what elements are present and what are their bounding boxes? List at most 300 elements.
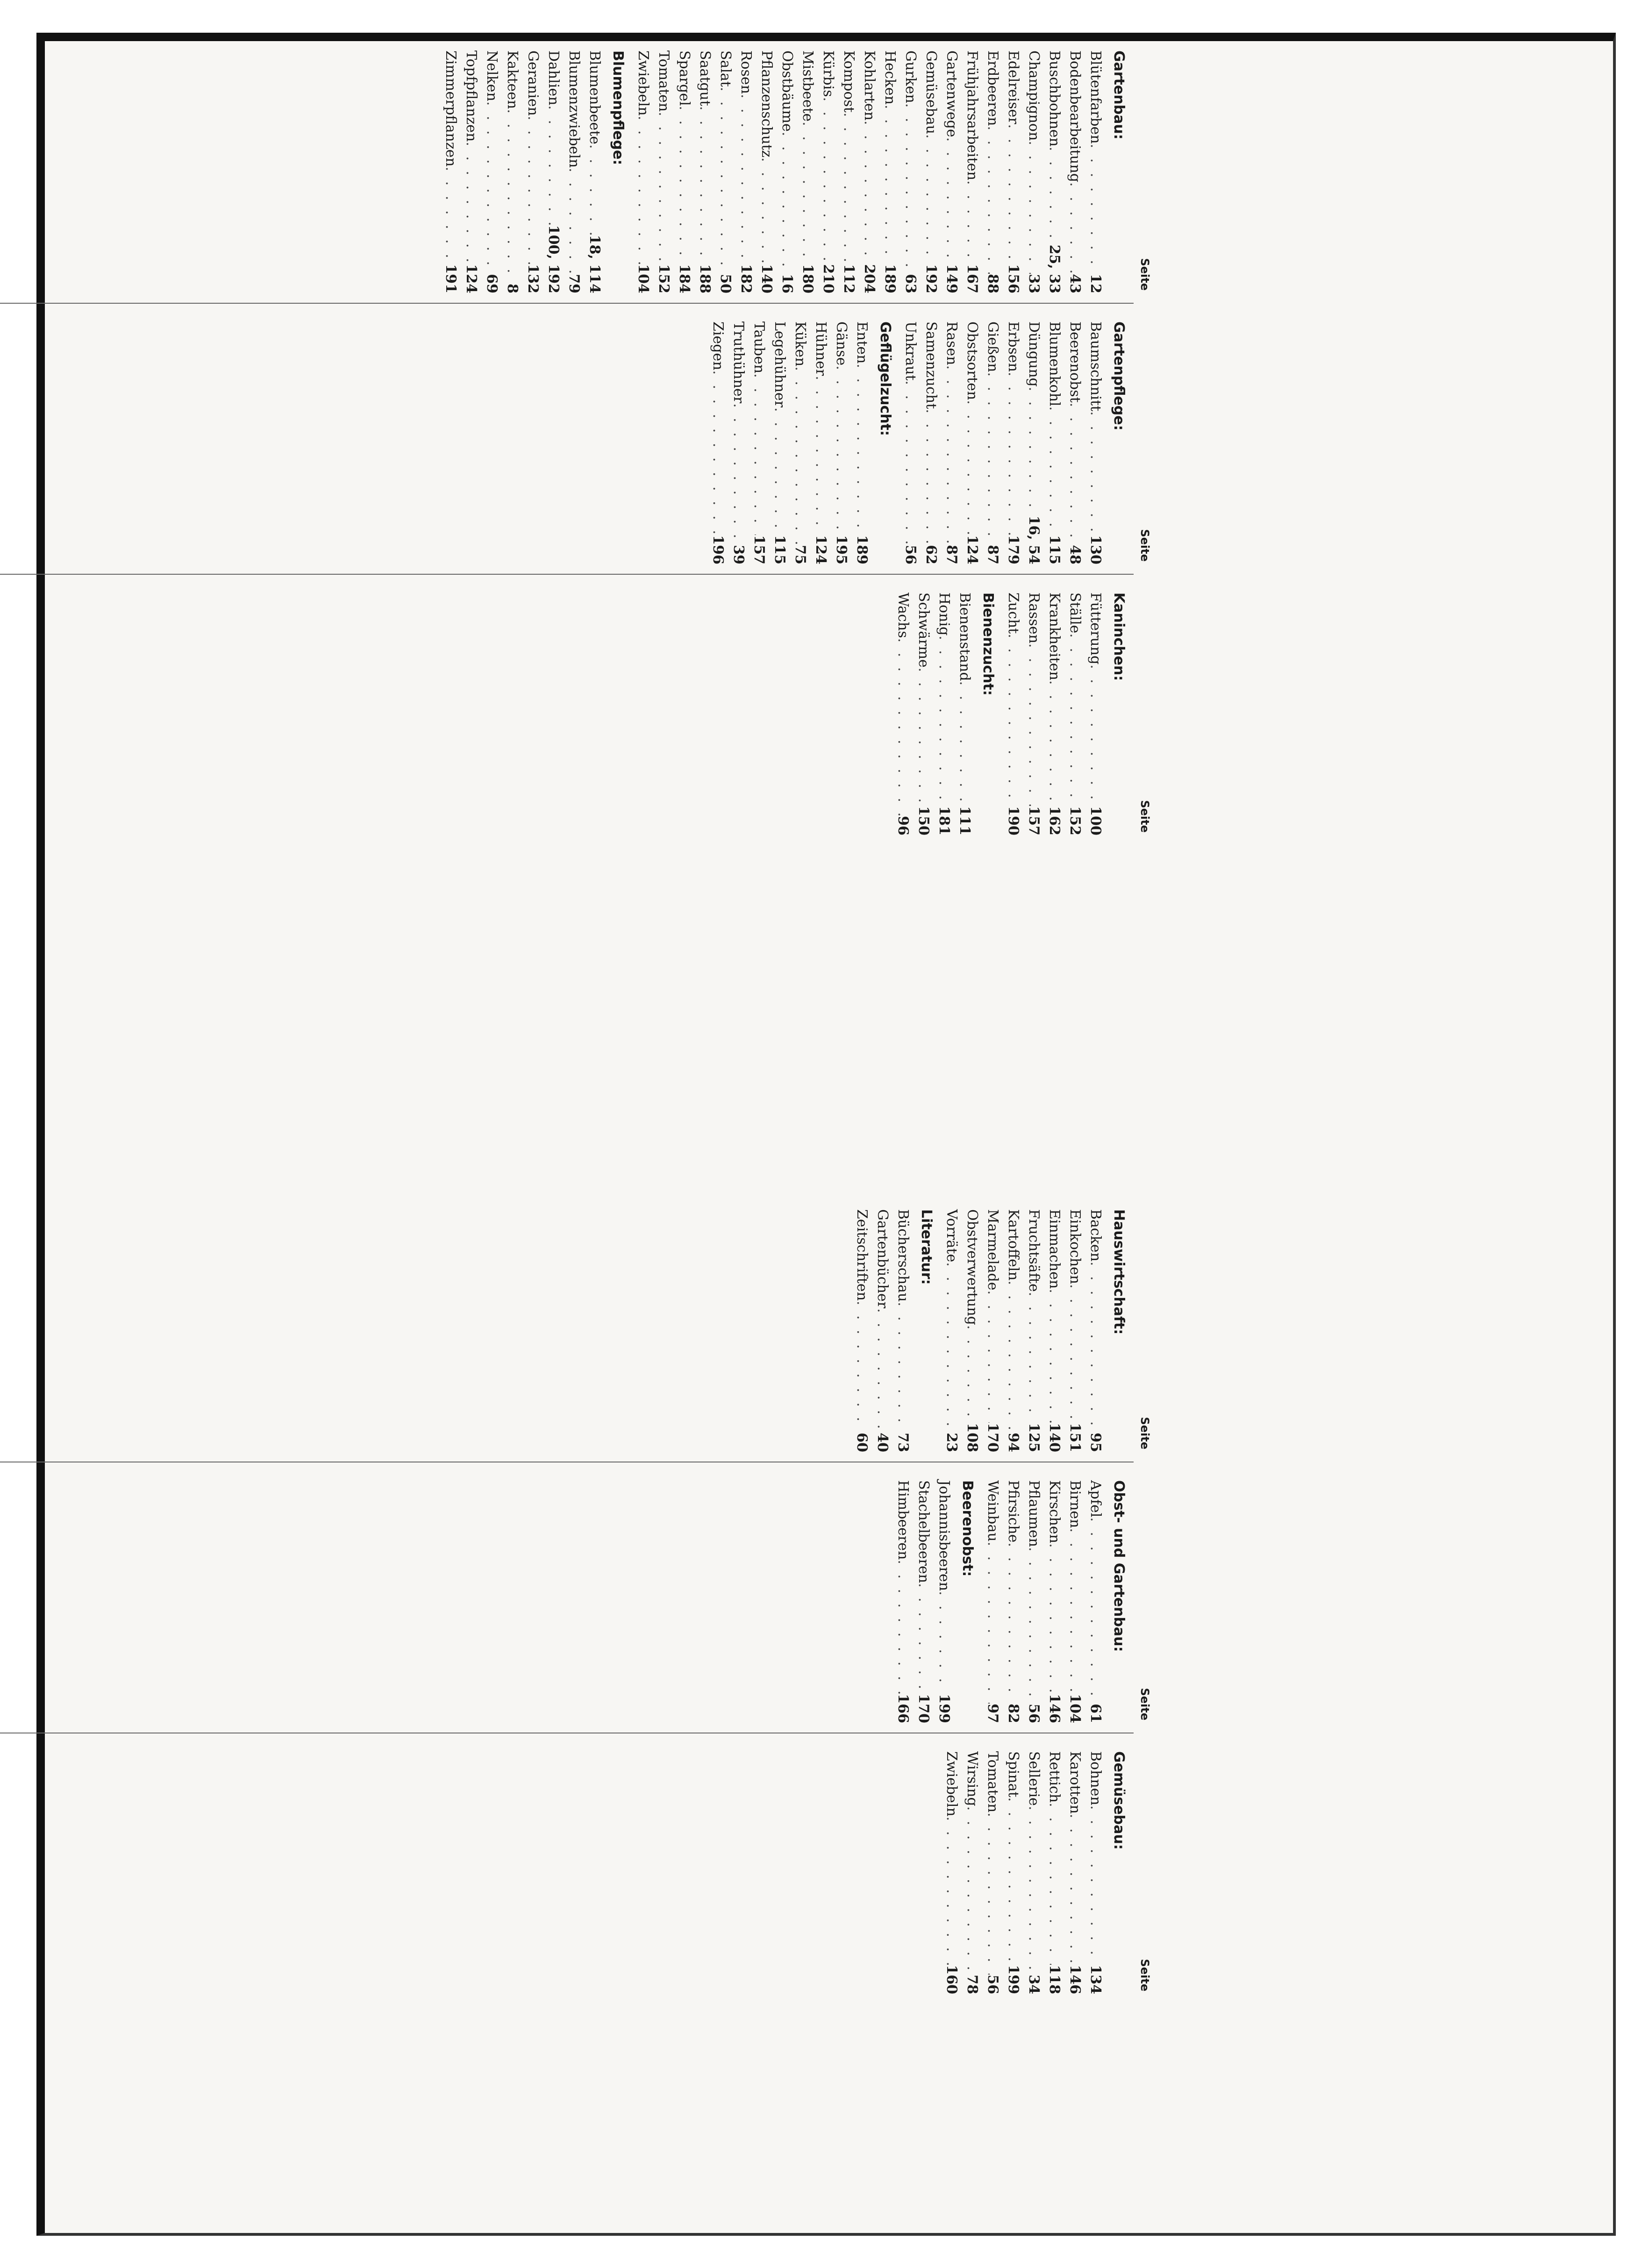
entry-term: Kirschen <box>1046 1480 1063 1543</box>
entry-page: 69 <box>484 274 500 293</box>
entry-term: Legehühner <box>771 321 788 408</box>
entry-term: Wirsing <box>964 1751 980 1806</box>
entry-page: 124 <box>463 264 479 293</box>
dot-leader <box>1044 1289 1064 1423</box>
dot-leader <box>1003 372 1023 535</box>
entry-page: 108 <box>964 1423 980 1452</box>
entry-page: 12 <box>1087 274 1104 293</box>
entry-term: Nelken <box>484 50 500 101</box>
dot-leader <box>1044 680 1064 806</box>
entry-page: 104 <box>1067 1694 1083 1723</box>
entry-page: 94 <box>1005 1433 1021 1452</box>
column-sections <box>851 1209 1129 1452</box>
index-entry <box>941 50 962 293</box>
entry-term: Himbeeren <box>895 1480 911 1560</box>
entry-page: 25, 33 <box>1046 244 1063 293</box>
index-entry <box>1044 1209 1064 1452</box>
entry-term: Tomaten <box>656 50 672 112</box>
dot-leader <box>1023 1806 1044 1975</box>
section-heading: Beerenobst: <box>959 1480 976 1577</box>
entry-term: Düngung <box>1026 321 1042 387</box>
entry-page: 204 <box>861 264 878 293</box>
entry-term: Blütenfarben <box>1087 50 1104 144</box>
dot-leader <box>1023 1292 1044 1423</box>
index-column <box>0 321 1151 564</box>
entry-term: Einkochen <box>1067 1209 1083 1284</box>
dot-leader <box>962 180 982 264</box>
dot-leader <box>941 1262 962 1433</box>
index-column <box>0 50 1151 293</box>
entry-term: Stachelbeeren <box>915 1480 932 1583</box>
entry-term: Ziegen <box>710 321 726 371</box>
entry-term: Blumenbeete <box>586 50 603 145</box>
index-entry <box>1023 592 1044 835</box>
entry-page: 170 <box>915 1694 932 1723</box>
entry-page: 16, 54 <box>1026 515 1042 564</box>
dot-leader <box>1003 634 1023 806</box>
dot-leader <box>653 112 674 264</box>
entry-term: Johannisbeeren <box>936 1480 952 1591</box>
entry-term: Zwiebeln <box>943 1751 960 1817</box>
index-column <box>0 1209 1151 1452</box>
entry-term: Bücherschau <box>895 1209 911 1302</box>
dot-leader <box>1064 1814 1085 1965</box>
dot-leader <box>892 1560 913 1694</box>
entry-page: 100, 192 <box>545 225 562 293</box>
entry-term: Sellerie <box>1026 1751 1042 1806</box>
index-entry <box>1044 1480 1064 1723</box>
entry-page: 180 <box>800 264 816 293</box>
entry-page: 199 <box>1005 1965 1021 1994</box>
index-entry <box>502 50 522 293</box>
entry-term: Gemüsebau <box>923 50 939 135</box>
entry-page: 97 <box>985 1704 1001 1723</box>
index-entry <box>921 50 941 293</box>
index-entry <box>674 50 694 293</box>
entry-page: 96 <box>895 816 911 835</box>
dot-leader <box>1003 1797 1023 1965</box>
index-entry <box>1085 1209 1106 1452</box>
entry-page: 179 <box>1005 535 1021 564</box>
entry-term: Spargel <box>676 50 692 106</box>
entry-page: 188 <box>697 264 713 293</box>
index-entry <box>982 1480 1003 1723</box>
entry-term: Samenzucht <box>923 321 939 409</box>
entry-page: 115 <box>771 535 788 564</box>
dot-leader <box>1023 1547 1044 1704</box>
entry-term: Kakteen <box>504 50 521 109</box>
column-divider <box>0 303 1134 304</box>
entry-page: 95 <box>1087 1433 1104 1452</box>
index-entry <box>1044 592 1064 835</box>
index-column <box>0 1480 1151 1723</box>
entry-term: Bodenbearbeitung <box>1067 50 1083 183</box>
entry-page: 48 <box>1067 545 1083 564</box>
dot-leader <box>859 121 879 264</box>
index-entry <box>694 50 715 293</box>
index-entry <box>1085 1751 1106 1994</box>
dot-leader <box>1085 1262 1106 1433</box>
index-entry <box>1023 50 1044 293</box>
entry-term: Obstbäume <box>779 50 795 132</box>
dot-leader <box>934 635 954 806</box>
entry-page: 196 <box>710 535 726 564</box>
dot-leader <box>522 116 543 264</box>
entry-page: 39 <box>730 545 747 564</box>
index-entry <box>851 321 872 564</box>
index-entry <box>1085 592 1106 835</box>
dot-leader <box>749 373 769 535</box>
dot-leader <box>1003 1542 1023 1704</box>
index-entry <box>1003 1209 1023 1452</box>
index-entry <box>962 321 982 564</box>
entry-page: 152 <box>656 264 672 293</box>
entry-page: 157 <box>1026 806 1042 835</box>
dot-leader <box>934 1591 954 1694</box>
section-heading: Gemüsebau: <box>1111 1751 1127 1850</box>
index-entry <box>1003 50 1023 293</box>
index-entry <box>954 592 975 835</box>
dot-leader <box>921 134 941 264</box>
dot-leader <box>543 106 564 225</box>
entry-page: 151 <box>1067 1423 1083 1452</box>
index-entry <box>1085 1480 1106 1723</box>
entry-page: 162 <box>1046 806 1063 835</box>
entry-term: Blumenkohl <box>1046 321 1063 407</box>
dot-leader <box>707 370 728 535</box>
dot-leader <box>584 144 605 235</box>
entry-page: 75 <box>792 545 808 564</box>
entry-page: 189 <box>882 264 898 293</box>
entry-term: Kohlarten <box>861 50 878 121</box>
entry-page: 130 <box>1087 535 1104 564</box>
index-entry <box>872 1209 892 1452</box>
index-entry <box>769 321 790 564</box>
index-entry <box>982 321 1003 564</box>
entry-page: 60 <box>854 1433 870 1452</box>
index-column <box>0 1751 1151 1994</box>
index-entry <box>962 1209 982 1452</box>
dot-leader <box>461 142 481 264</box>
index-page <box>36 33 1616 2236</box>
section-heading: Gartenbau: <box>1111 50 1127 140</box>
dot-leader <box>941 137 962 264</box>
index-entry <box>982 1751 1003 1994</box>
page-column-label: Seite <box>1138 1688 1151 1720</box>
entry-page: 192 <box>923 264 939 293</box>
entry-term: Gießen <box>985 321 1001 372</box>
dot-leader <box>1023 643 1044 806</box>
dot-leader <box>1085 1517 1106 1704</box>
dot-leader <box>982 372 1003 545</box>
entry-term: Apfel <box>1087 1480 1104 1518</box>
index-entry <box>859 50 879 293</box>
dot-leader <box>1003 1281 1023 1433</box>
entry-page: 34 <box>1026 1975 1042 1994</box>
entry-term: Gartenbücher <box>874 1209 891 1309</box>
index-entry <box>777 50 797 293</box>
dot-leader <box>982 1291 1003 1423</box>
entry-term: Fruchtsäfte <box>1026 1209 1042 1292</box>
index-entry <box>934 592 954 835</box>
dot-leader <box>502 109 522 284</box>
index-entry <box>749 321 769 564</box>
index-entry <box>715 50 735 293</box>
dot-leader <box>797 121 818 264</box>
entry-page: 56 <box>1026 1704 1042 1723</box>
entry-page: 61 <box>1087 1704 1104 1723</box>
index-entry <box>1023 1751 1044 1994</box>
entry-term: Enten <box>854 321 870 364</box>
index-entry <box>728 321 749 564</box>
entry-term: Honig <box>936 592 952 636</box>
index-entry <box>461 50 481 293</box>
index-entry <box>653 50 674 293</box>
column-sections <box>892 592 1129 835</box>
index-entry <box>543 50 564 293</box>
entry-page: 50 <box>717 274 734 293</box>
index-entry <box>1003 1480 1023 1723</box>
index-entry <box>1064 321 1085 564</box>
index-entry <box>1085 321 1106 564</box>
section-heading: Literatur: <box>918 1209 935 1285</box>
dot-leader <box>633 116 653 264</box>
section-heading: Obst- und Gartenbau: <box>1111 1480 1127 1652</box>
index-entry <box>941 321 962 564</box>
column-sections <box>941 1751 1129 1994</box>
dot-leader <box>1064 182 1085 274</box>
entry-term: Küken <box>792 321 808 367</box>
dot-leader <box>892 638 913 816</box>
entry-term: Schwärme <box>915 592 932 668</box>
dot-leader <box>982 126 1003 274</box>
dot-leader <box>954 681 975 806</box>
index-entry <box>962 1751 982 1994</box>
entry-page: 149 <box>943 264 960 293</box>
entry-page: 40 <box>874 1433 891 1452</box>
entry-term: Karotten <box>1067 1751 1083 1814</box>
entry-term: Pflaumen <box>1026 1480 1042 1547</box>
entry-term: Pfirsiche <box>1005 1480 1021 1543</box>
entry-page: 167 <box>964 264 980 293</box>
entry-term: Gurken <box>902 50 919 103</box>
index-entry <box>481 50 502 293</box>
dot-leader <box>756 157 777 264</box>
entry-term: Krankheiten <box>1046 592 1063 680</box>
index-entry <box>831 321 851 564</box>
index-entry <box>1023 1209 1044 1452</box>
entry-page: 78 <box>964 1975 980 1994</box>
page-column-label: Seite <box>1138 1417 1151 1449</box>
index-entry <box>735 50 756 293</box>
entry-page: 100 <box>1087 806 1104 835</box>
column-divider <box>0 574 1134 575</box>
entry-term: Dahlien <box>545 50 562 106</box>
dot-leader <box>1064 1528 1085 1694</box>
index-entry <box>797 50 818 293</box>
entry-term: Rettich <box>1046 1751 1063 1803</box>
entry-page: 56 <box>985 1975 1001 1994</box>
entry-term: Frühjahrsarbeiten <box>964 50 980 180</box>
index-entry <box>982 50 1003 293</box>
entry-term: Erbsen <box>1005 321 1021 372</box>
dot-leader <box>481 101 502 274</box>
entry-page: 43 <box>1067 274 1083 293</box>
index-entry <box>962 50 982 293</box>
index-entry <box>440 50 461 293</box>
index-entry <box>900 50 921 293</box>
dot-leader <box>913 1583 934 1694</box>
entry-term: Bienenstand <box>957 592 973 681</box>
dot-leader <box>851 1301 872 1433</box>
index-entry <box>1044 321 1064 564</box>
entry-term: Spinat <box>1005 1751 1021 1797</box>
index-entry <box>1064 1751 1085 1994</box>
entry-page: 189 <box>854 535 870 564</box>
entry-term: Hühner <box>813 321 829 376</box>
index-lower-half <box>0 1200 1151 2228</box>
index-entry <box>564 50 584 293</box>
dot-leader <box>790 366 810 545</box>
dot-leader <box>1064 633 1085 806</box>
entry-term: Kürbis <box>820 50 836 97</box>
entry-term: Tomaten <box>985 1751 1001 1813</box>
entry-page: 140 <box>758 264 775 293</box>
index-entry <box>707 321 728 564</box>
entry-term: Zwiebeln <box>635 50 651 116</box>
index-entry <box>1023 1480 1044 1723</box>
dot-leader <box>982 1812 1003 1975</box>
index-entry <box>879 50 900 293</box>
dot-leader <box>694 106 715 264</box>
index-entry <box>892 1209 913 1452</box>
entry-term: Kompost <box>841 50 857 113</box>
dot-leader <box>1085 411 1106 535</box>
index-entry <box>1023 321 1044 564</box>
entry-page: 150 <box>915 806 932 835</box>
index-entry <box>1064 1209 1085 1452</box>
section-heading: Bienenzucht: <box>980 592 996 696</box>
dot-leader <box>728 403 749 545</box>
entry-page: 56 <box>902 545 919 564</box>
entry-page: 160 <box>943 1965 960 1994</box>
page-column-label: Seite <box>1138 800 1151 833</box>
dot-leader <box>1064 403 1085 545</box>
index-entry <box>892 1480 913 1723</box>
entry-page: 62 <box>923 545 939 564</box>
entry-page: 124 <box>964 535 980 564</box>
dot-leader <box>777 132 797 274</box>
entry-term: Geranien <box>525 50 541 116</box>
entry-term: Rosen <box>738 50 754 94</box>
dot-leader <box>962 1806 982 1975</box>
dot-leader <box>818 97 838 264</box>
dot-leader <box>810 376 831 535</box>
entry-page: 181 <box>936 806 952 835</box>
index-entry <box>1044 50 1064 293</box>
index-entry <box>1064 1480 1085 1723</box>
index-entry <box>810 321 831 564</box>
index-entry <box>851 1209 872 1452</box>
entry-page: 210 <box>820 264 836 293</box>
entry-page: 63 <box>902 274 919 293</box>
page-column-label: Seite <box>1138 1959 1151 1991</box>
entry-page: 79 <box>566 274 582 293</box>
index-entry <box>934 1480 954 1723</box>
dot-leader <box>962 400 982 535</box>
index-entry <box>913 1480 934 1723</box>
entry-term: Obstsorten <box>964 321 980 400</box>
entry-term: Bohnen <box>1087 1751 1104 1805</box>
index-entry <box>921 321 941 564</box>
entry-term: Beerenobst <box>1067 321 1083 403</box>
dot-leader <box>1085 664 1106 806</box>
entry-term: Topfpflanzen <box>463 50 479 142</box>
page-column-label: Seite <box>1138 529 1151 562</box>
dot-leader <box>831 365 851 535</box>
entry-term: Blumenzwiebeln <box>566 50 582 168</box>
index-entry <box>892 592 913 835</box>
entry-term: Obstverwertung <box>964 1209 980 1325</box>
entry-page: 182 <box>738 264 754 293</box>
dot-leader <box>1044 407 1064 535</box>
entry-term: Truthühner <box>730 321 747 404</box>
index-entry <box>522 50 543 293</box>
dot-leader <box>1044 147 1064 245</box>
entry-page: 112 <box>841 264 857 293</box>
dot-leader <box>1044 1803 1064 1965</box>
index-entry <box>982 1209 1003 1452</box>
entry-term: Weinbau <box>985 1480 1001 1542</box>
entry-term: Gänse <box>833 321 849 366</box>
entry-page: 82 <box>1005 1704 1021 1723</box>
dot-leader <box>1023 141 1044 274</box>
entry-page: 146 <box>1067 1965 1083 1994</box>
entry-term: Unkraut <box>902 321 919 381</box>
entry-page: 115 <box>1046 535 1063 564</box>
index-upper-half <box>0 41 1151 1069</box>
dot-leader <box>1044 1543 1064 1694</box>
entry-term: Pflanzenschutz <box>758 50 775 157</box>
entry-term: Rasen <box>943 321 960 365</box>
entry-term: Einmachen <box>1046 1209 1063 1289</box>
entry-page: 104 <box>635 264 651 293</box>
column-sections <box>707 321 1129 564</box>
dot-leader <box>982 1541 1003 1704</box>
section-heading: Blumenpflege: <box>610 50 626 165</box>
entry-page: 140 <box>1046 1423 1063 1452</box>
entry-term: Zucht <box>1005 592 1021 634</box>
dot-leader <box>921 409 941 545</box>
section-heading: Hauswirtschaft: <box>1111 1209 1127 1335</box>
index-entry <box>1003 321 1023 564</box>
entry-page: 157 <box>751 535 767 564</box>
dot-leader <box>838 113 859 264</box>
entry-term: Ställe <box>1067 592 1083 634</box>
entry-page: 170 <box>985 1423 1001 1452</box>
dot-leader <box>715 87 735 274</box>
entry-term: Vorräte <box>943 1209 960 1262</box>
dot-leader <box>941 365 962 545</box>
entry-page: 73 <box>895 1433 911 1452</box>
entry-page: 156 <box>1005 264 1021 293</box>
dot-leader <box>892 1302 913 1433</box>
entry-page: 33 <box>1026 274 1042 293</box>
entry-page: 18, 114 <box>586 235 603 293</box>
dot-leader <box>1085 1805 1106 1965</box>
dot-leader <box>440 167 461 264</box>
entry-term: Tauben <box>751 321 767 374</box>
